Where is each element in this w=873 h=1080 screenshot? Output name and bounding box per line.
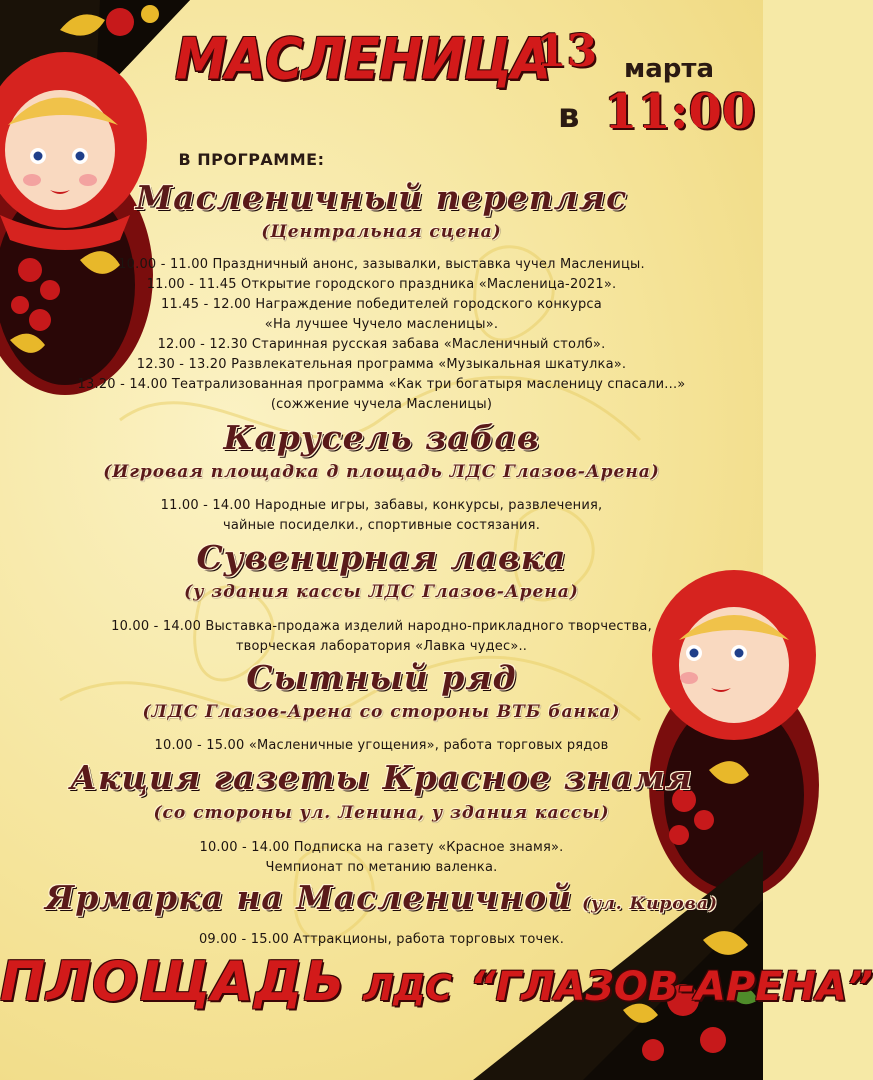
schedule-line: Чемпионат по метанию валенка. (265, 860, 498, 875)
section-subheading: (со стороны ул. Ленина, у здания кассы) (153, 803, 610, 823)
schedule-line: 10.00 - 15.00 «Масленичные угощения», работа торговых рядов (154, 738, 609, 753)
section-subheading: (Игровая площадка д площадь ЛДС Глазов-Арена) (103, 462, 660, 482)
section-heading: Масленичный перепляс (135, 178, 628, 217)
date-month: марта (624, 54, 715, 84)
schedule-line: 10.00 - 14.00 Подписка на газету «Красное знамя». (199, 840, 564, 855)
schedule-line: творческая лаборатория «Лавка чудес».. (235, 639, 528, 654)
venue-word-lds: ЛДС (363, 968, 452, 1009)
date-time: 11:00 (604, 84, 756, 140)
section-heading: Акция газеты Красное знамя (70, 758, 693, 797)
date-prefix: в (558, 96, 580, 136)
section-subheading: (ул. Кирова) (582, 894, 718, 914)
schedule-line: 12.30 - 13.20 Развлекательная программа «Музыкальная шкатулка». (136, 357, 627, 372)
venue-footer (0, 950, 873, 1013)
date-day: 13 (536, 26, 598, 77)
section-subheading: (ЛДС Глазов-Арена со стороны ВТБ банка) (142, 702, 621, 722)
schedule-line: 11.00 - 14.00 Народные игры, забавы, конкурсы, развлечения, (160, 498, 603, 513)
venue-word-arena: “ГЛАЗОВ-АРЕНА” (469, 964, 873, 1010)
poster-title: МАСЛЕНИЦА (175, 27, 551, 93)
section-heading-row (0, 878, 763, 917)
schedule-line: 13.20 - 14.00 Театрализованная программа «Как три богатыря масленицу спасали...» (77, 377, 686, 392)
schedule-line: «На лучшее Чучело масленицы». (264, 317, 499, 332)
section-heading: Сытный ряд (246, 658, 517, 697)
section-heading: Сувенирная лавка (196, 538, 567, 577)
schedule-line: (сожжение чучела Масленицы) (270, 397, 493, 412)
section-heading: Карусель забав (223, 418, 540, 457)
venue-word-square: ПЛОЩАДЬ (0, 950, 346, 1013)
section-subheading: (Центральная сцена) (261, 222, 502, 242)
schedule-line: 10.00 - 11.00 Праздничный анонс, зазывалки, выставка чучел Масленицы. (118, 257, 645, 272)
schedule-line: 11.00 - 11.45 Открытие городского праздника «Масленица-2021». (146, 277, 617, 292)
schedule-line: 10.00 - 14.00 Выставка-продажа изделий народно-прикладного творчества, (111, 619, 652, 634)
program-label: В ПРОГРАММЕ: (178, 150, 325, 169)
schedule-line: 09.00 - 15.00 Аттракционы, работа торговых точек. (198, 932, 565, 947)
schedule-line: 11.45 - 12.00 Награждение победителей городского конкурса (161, 297, 602, 312)
section-subheading: (у здания кассы ЛДС Глазов-Арена) (184, 582, 579, 602)
section-heading: Ярмарка на Масленичной (45, 878, 573, 917)
schedule-line: чайные посиделки., спортивные состязания. (222, 518, 541, 533)
schedule-line: 12.00 - 12.30 Старинная русская забава «Масленичный столб». (157, 337, 606, 352)
